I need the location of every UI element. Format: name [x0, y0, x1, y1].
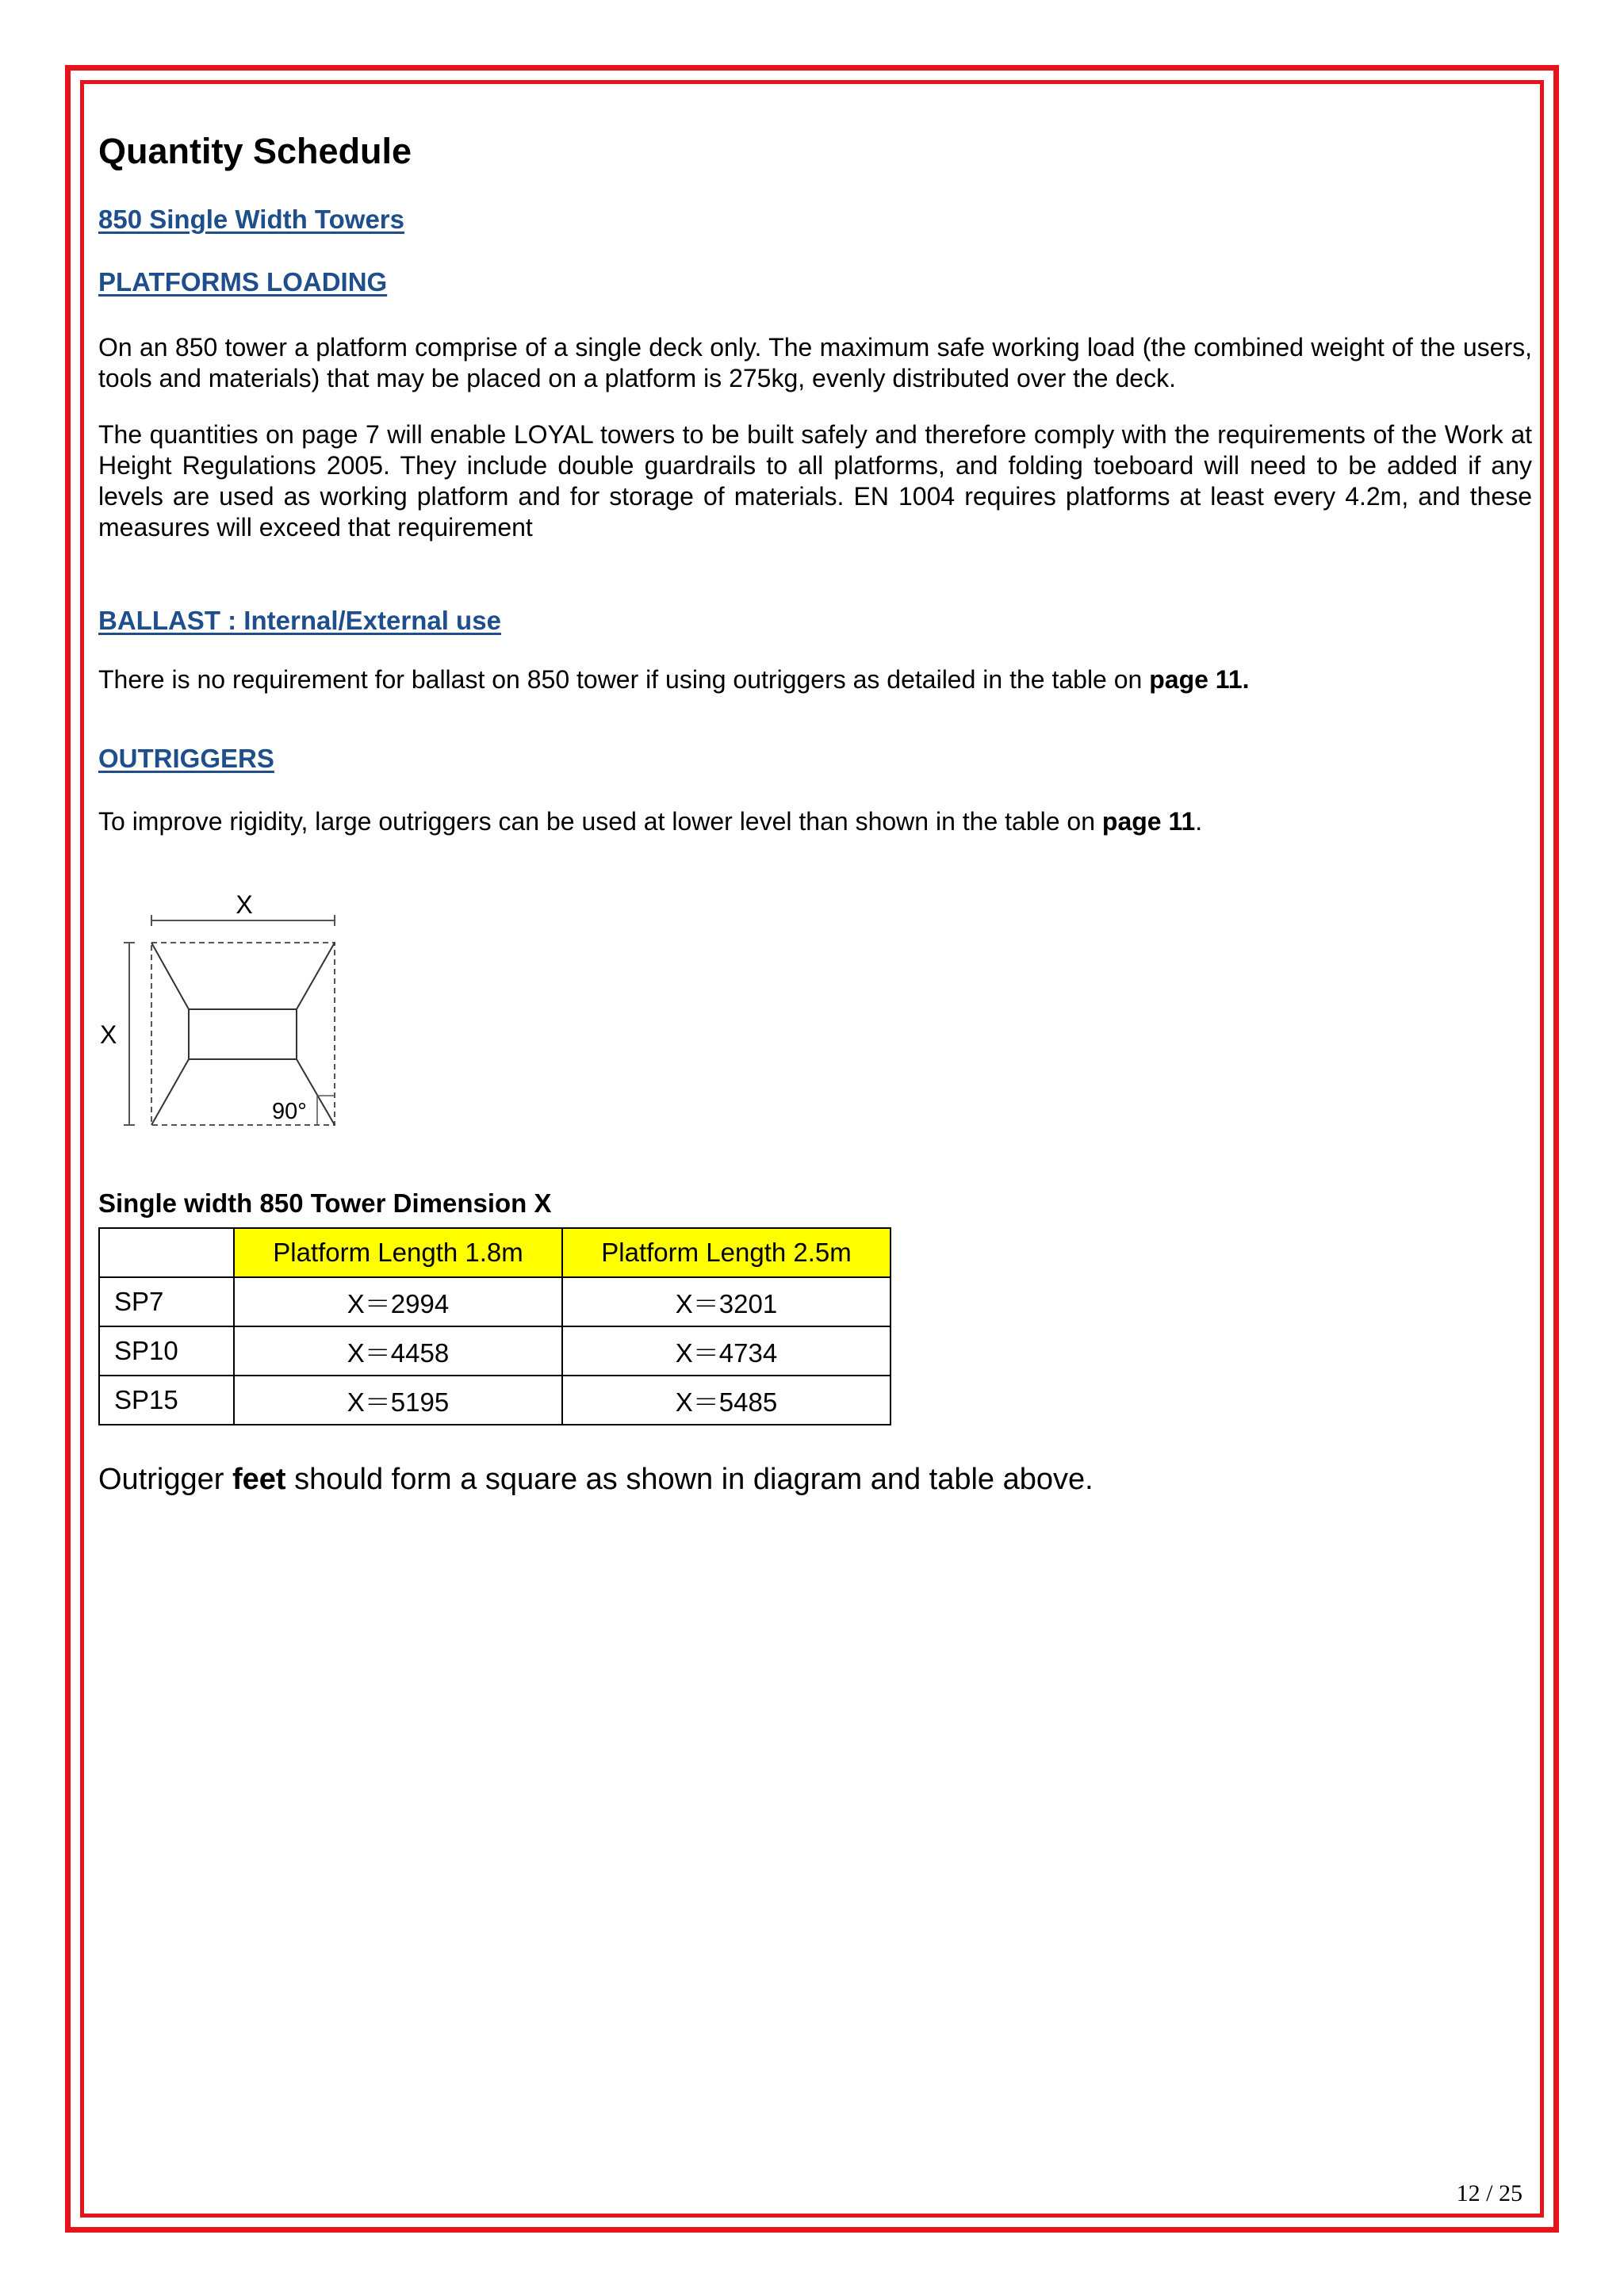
paragraph-outriggers-text: To improve rigidity, large outriggers can be used at lower level than shown in the table on — [98, 807, 1102, 836]
footnote-bold: feet — [232, 1463, 286, 1496]
table-caption: Single width 850 Tower Dimension X — [98, 1188, 552, 1218]
tower-base-rectangle — [189, 1009, 297, 1059]
paragraph-platform-load: On an 850 tower a platform comprise of a single deck only. The maximum safe working load (the combined weight of the users, tools and materials) that may be placed on a platform is 275kg, evenly distributed over the deck. — [98, 333, 1532, 392]
paragraph-ballast — [98, 664, 1532, 695]
column-header-2-5m: Platform Length 2.5m — [562, 1228, 891, 1277]
row-label-sp7: SP7 — [99, 1277, 234, 1326]
page-number: 12 / 25 — [1456, 2180, 1522, 2206]
table-header-row — [99, 1228, 891, 1277]
paragraph-quantities: The quantities on page 7 will enable LOYAL towers to be built safely and therefore comply with the requirements of the Work at Height Regulations 2005. They include double guardrails to all platforms, and folding toeboard will need to be added if any levels are used as working platform and for storage of materials. EN 1004 requires platforms at least every 4.2m, and these measures will exceed that requirement — [98, 420, 1532, 541]
heading-850-single-width-towers: 850 Single Width Towers — [98, 205, 404, 234]
table-corner-cell — [99, 1228, 234, 1277]
paragraph-outriggers-end: . — [1195, 807, 1203, 836]
paragraph-ballast-page-ref: page 11. — [1149, 665, 1250, 694]
footnote-text-before: Outrigger — [98, 1463, 232, 1496]
outrigger-square-outline — [151, 943, 335, 1125]
footnote-text-after: should form a square as shown in diagram and table above. — [285, 1463, 1094, 1496]
outrigger-arm-top-right — [297, 943, 335, 1009]
heading-outriggers: OUTRIGGERS — [98, 744, 274, 773]
cell-sp7-2-5m: X＝3201 — [562, 1277, 891, 1326]
cell-sp7-1-8m: X＝2994 — [234, 1277, 562, 1326]
page-border-inner — [80, 80, 1544, 2218]
diagram-label-top: X — [236, 890, 253, 919]
column-header-1-8m: Platform Length 1.8m — [234, 1228, 562, 1277]
page-title: Quantity Schedule — [98, 131, 412, 171]
paragraph-outriggers-page-ref: page 11 — [1101, 807, 1196, 836]
heading-platforms-loading: PLATFORMS LOADING — [98, 267, 388, 297]
row-label-sp15: SP15 — [99, 1376, 234, 1425]
row-label-sp10: SP10 — [99, 1326, 234, 1376]
outrigger-arm-top-left — [151, 943, 189, 1009]
footnote-outrigger-feet — [98, 1463, 1094, 1497]
outrigger-arm-bottom-left — [151, 1059, 189, 1125]
cell-sp10-1-8m: X＝4458 — [234, 1326, 562, 1376]
cell-sp15-2-5m: X＝5485 — [562, 1376, 891, 1425]
paragraph-outriggers — [98, 806, 1532, 837]
paragraph-ballast-text: There is no requirement for ballast on 850 tower if using outriggers as detailed in the table on — [98, 665, 1150, 694]
table-row — [99, 1376, 891, 1425]
tower-dimension-table — [98, 1227, 891, 1425]
heading-ballast: BALLAST : Internal/External use — [98, 606, 501, 635]
table-row — [99, 1277, 891, 1326]
cell-sp15-1-8m: X＝5195 — [234, 1376, 562, 1425]
table-row — [99, 1326, 891, 1376]
diagram-angle-label: 90° — [272, 1099, 307, 1124]
cell-sp10-2-5m: X＝4734 — [562, 1326, 891, 1376]
outrigger-diagram — [91, 880, 345, 1134]
diagram-label-side: X — [100, 1020, 117, 1049]
